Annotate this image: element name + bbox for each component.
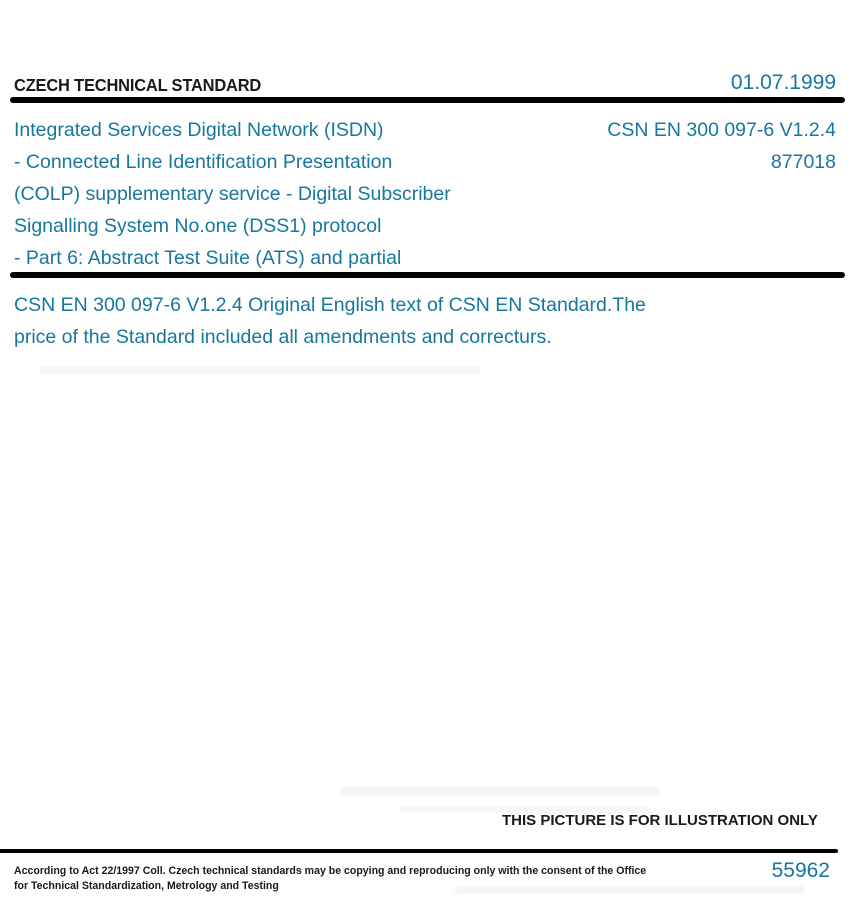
standard-designation-block: [607, 114, 836, 178]
standard-title-line: Signalling System No.one (DSS1) protocol: [14, 215, 382, 237]
faint-scan-artifact: [40, 366, 480, 375]
header-divider-rule: [10, 97, 845, 103]
copyright-notice-line: for Technical Standardization, Metrology and Testing: [14, 880, 279, 892]
standard-title-block: [14, 114, 574, 274]
illustration-only-note: THIS PICTURE IS FOR ILLUSTRATION ONLY: [502, 812, 818, 829]
issue-date: 01.07.1999: [730, 71, 836, 94]
standard-title-line: Integrated Services Digital Network (ISDN): [14, 119, 384, 141]
copyright-notice-line: According to Act 22/1997 Coll. Czech technical standards may be copying and reproducing only with the consent of the Office: [14, 865, 647, 877]
description-line: price of the Standard included all amendments and correcturs.: [14, 326, 552, 348]
title-divider-rule: [10, 272, 845, 278]
description-line: CSN EN 300 097-6 V1.2.4 Original English text of CSN EN Standard.The: [14, 294, 646, 316]
faint-scan-artifact: [340, 786, 660, 796]
standard-catalog-number: 877018: [770, 151, 836, 173]
order-number: 55962: [771, 859, 830, 882]
page-title: CZECH TECHNICAL STANDARD: [14, 75, 262, 95]
standard-designation: CSN EN 300 097-6 V1.2.4: [607, 119, 836, 141]
standard-description: [14, 289, 646, 353]
copyright-notice: [14, 864, 646, 894]
standard-title-line: - Part 6: Abstract Test Suite (ATS) and partial: [14, 247, 402, 269]
footer-divider-rule: [0, 849, 838, 853]
standard-title-line: - Connected Line Identification Presentation: [14, 151, 393, 173]
standard-title-line: (COLP) supplementary service - Digital Subscriber: [14, 183, 451, 205]
